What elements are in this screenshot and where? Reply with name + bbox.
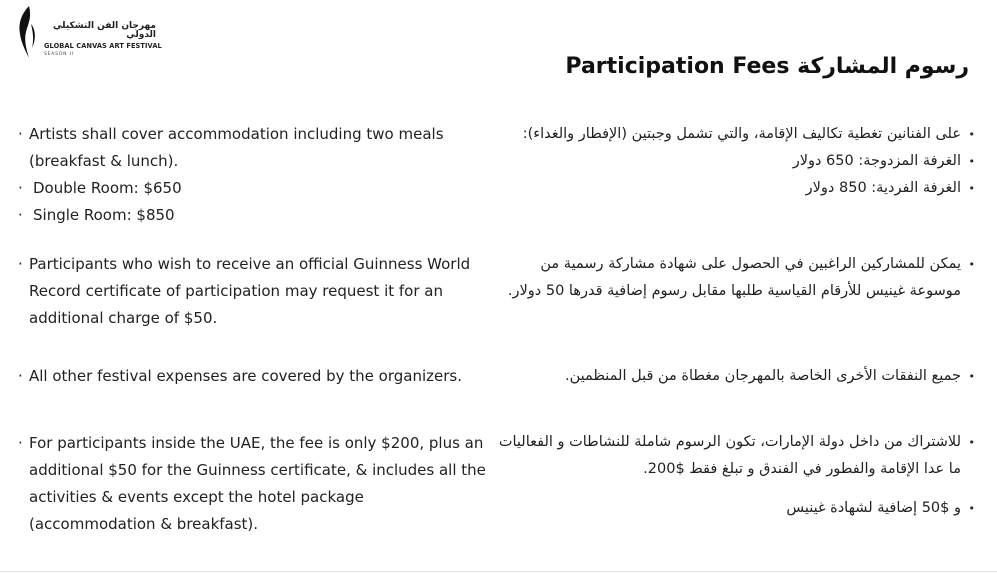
ar-guinness-section [495, 251, 975, 305]
page-title [565, 54, 969, 79]
title-english: Participation Fees [565, 54, 790, 79]
ar-single-room: • الغرفة الفردية: 850 دولار [495, 175, 975, 202]
ar-accommodation-section [495, 121, 975, 202]
en-single-room: · Single Room: $850 [18, 202, 488, 229]
ar-expenses-section [495, 363, 975, 390]
logo-season: SEASON II [44, 51, 74, 57]
en-guinness-text: · Participants who wish to receive an official Guinness World Record certificate of participation may request it for an additional charge of $50. [18, 251, 488, 332]
logo-arabic-name: مهرجان الفن التشكيلي الدولي [53, 21, 156, 40]
ar-double-room: • الغرفة المزدوجة: 650 دولار [495, 148, 975, 175]
ar-accommodation-text: • على الفنانين تغطية تكاليف الإقامة، والتي تشمل وجبتين (الإفطار والغداء): [495, 121, 975, 148]
ar-uae-extra: • و $50 إضافية لشهادة غينيس [495, 495, 975, 522]
title-arabic: رسوم المشاركة [797, 54, 969, 79]
ar-uae-text: • للاشتراك من داخل دولة الإمارات، تكون الرسوم شاملة للنشاطات و الفعاليات ما عدا الإقامة والفطور في الفندق و تبلغ فقط $200. [495, 429, 975, 483]
en-expenses-text: · All other festival expenses are covered by the organizers. [18, 363, 488, 390]
flame-logo-icon [14, 4, 40, 60]
ar-guinness-text: • يمكن للمشاركين الراغبين في الحصول على شهادة مشاركة رسمية من موسوعة غينيس للأرقام القياسية طلبها مقابل رسوم إضافية قدرها 50 دولار. [495, 251, 975, 305]
ar-uae-section [495, 429, 975, 522]
en-accommodation-section [18, 121, 488, 229]
ar-expenses-text: • جميع النفقات الأخرى الخاصة بالمهرجان مغطاة من قبل المنظمين. [495, 363, 975, 390]
en-expenses-section [18, 363, 488, 390]
en-accommodation-text: · Artists shall cover accommodation including two meals (breakfast & lunch). [18, 121, 488, 175]
en-uae-text: · For participants inside the UAE, the fee is only $200, plus an additional $50 for the Guinness certificate, & includes all the activities & events except the hotel package (accommodation & breakfast). [18, 430, 488, 538]
logo-english-name: GLOBAL CANVAS ART FESTIVAL [44, 42, 162, 50]
festival-logo [14, 4, 174, 60]
en-double-room: · Double Room: $650 [18, 175, 488, 202]
bottom-divider [0, 571, 997, 572]
en-uae-section [18, 430, 488, 538]
en-guinness-section [18, 251, 488, 332]
